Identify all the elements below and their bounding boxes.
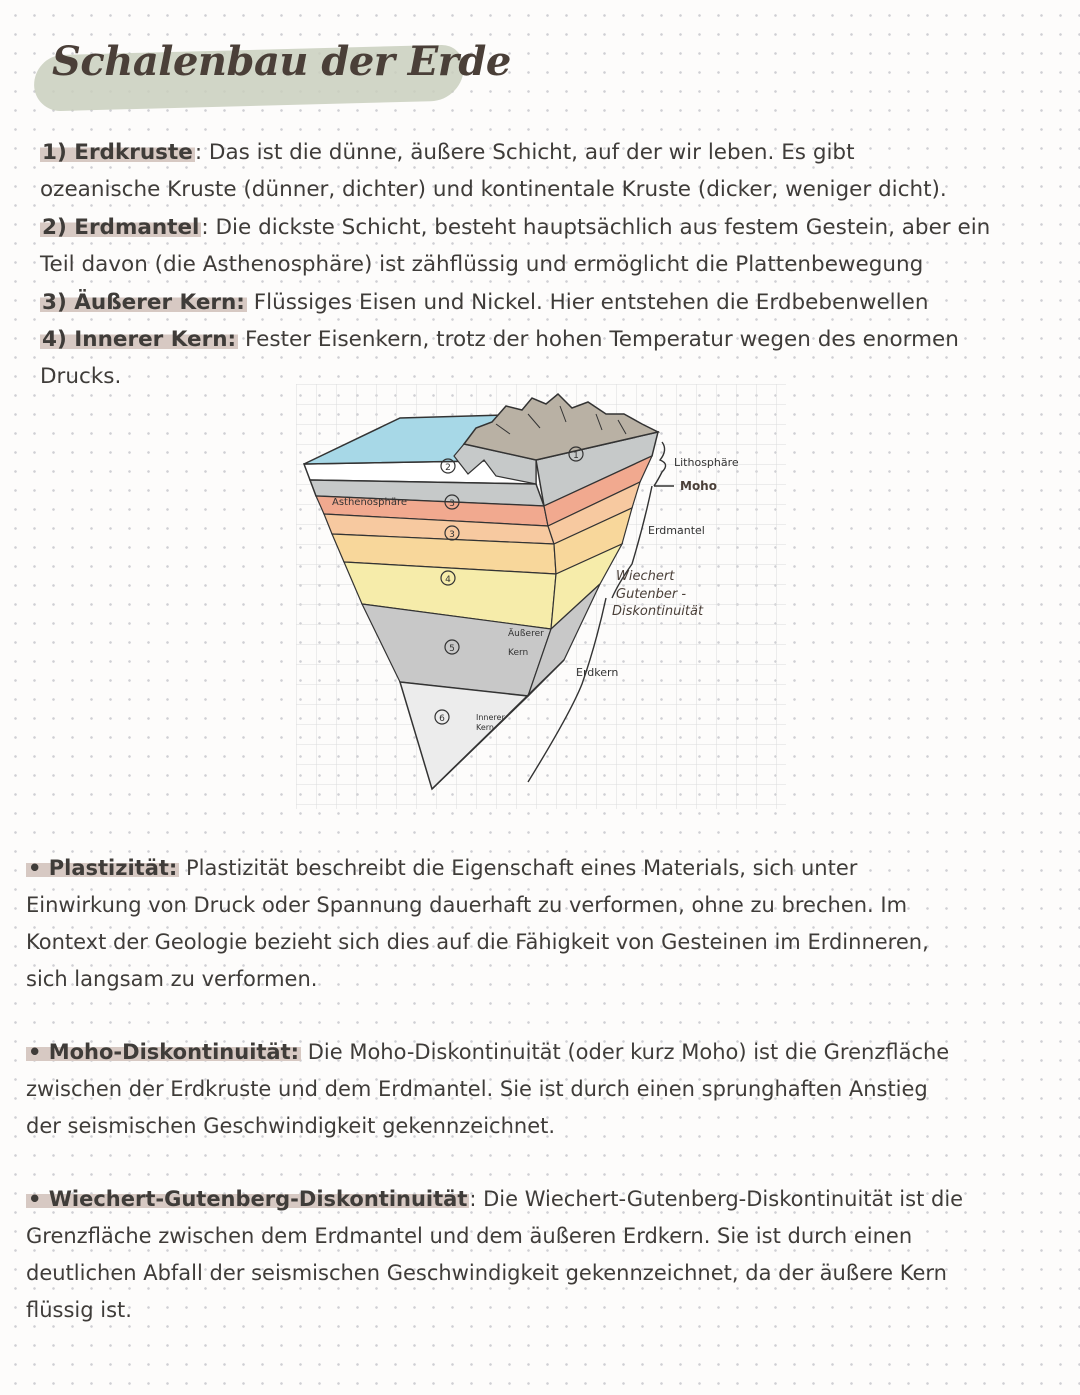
asthenosphere-label: Asthenosphäre [332, 497, 407, 508]
svg-text:3: 3 [449, 499, 455, 509]
inner-core-label-1: Innerer [476, 713, 505, 722]
svg-text:3: 3 [449, 530, 455, 540]
svg-text:5: 5 [449, 644, 455, 654]
wiechert-label-3: Diskontinuität [612, 604, 704, 619]
svg-text:2: 2 [445, 463, 451, 473]
earth-layers-diagram [296, 384, 786, 809]
intro-term: 4) Innerer Kern: [42, 327, 237, 353]
wiechert-label-2: Gutenber - [616, 587, 687, 602]
definitions-section [26, 850, 1056, 1365]
definition-moho: • Moho-Diskontinuität: Die Moho-Diskontinuität (oder kurz Moho) ist die Grenzfläche zwischen der Erdkruste und dem Erdmantel. Sie ist durch einen sprunghaften Anstieg der seismischen Geschwindigkeit gekennzeichnet. [26, 1040, 950, 1138]
diagram-svg [296, 384, 786, 809]
definition-term: • Plastizität: [28, 856, 178, 880]
intro-term: 1) Erdkruste [42, 140, 193, 165]
page-title: Schalenbau der Erde [52, 38, 511, 85]
svg-text:4: 4 [445, 575, 451, 585]
wiechert-label-1: Wiechert [616, 569, 675, 584]
definition-term: • Moho-Diskontinuität: [28, 1040, 300, 1064]
intro-term: 3) Äußerer Kern: [42, 289, 245, 315]
definition-term: • Wiechert-Gutenberg-Diskontinuität [28, 1187, 468, 1211]
inner-core-label-2: Kern [476, 723, 494, 732]
definition-plastizitaet: • Plastizität: Plastizität beschreibt die Eigenschaft eines Materials, sich unter Einwirkung von Druck oder Spannung dauerhaft zu verformen, ohne zu brechen. Im Kontext der Geologie bezieht sich dies auf die Fähigkeit von Gesteinen im Erdinneren, sich langsam zu verformen. [26, 856, 929, 991]
outer-core-label-1: Äußerer [508, 629, 544, 639]
intro-line: Drucks. [40, 364, 122, 390]
intro-line: ozeanische Kruste (dünner, dichter) und kontinentale Kruste (dicker, weniger dicht). [40, 177, 947, 203]
svg-text:1: 1 [573, 451, 579, 461]
intro-line: 4) Innerer Kern: Fester Eisenkern, trotz der hohen Temperatur wegen des enormen [42, 327, 959, 353]
intro-line: 2) Erdmantel: Die dickste Schicht, besteht hauptsächlich aus festem Gestein, aber ein [42, 214, 991, 240]
intro-line: Teil davon (die Asthenosphäre) ist zähflüssig und ermöglicht die Plattenbewegung [40, 252, 924, 278]
lithosphere-label: Lithosphäre [674, 456, 739, 469]
intro-section [40, 134, 1050, 396]
erdkern-label: Erdkern [576, 666, 619, 679]
moho-label: Moho [680, 479, 717, 493]
outer-core-label-2: Kern [508, 648, 529, 658]
svg-text:6: 6 [439, 714, 445, 724]
intro-line: 1) Erdkruste: Das ist die dünne, äußere Schicht, auf der wir leben. Es gibt [42, 140, 855, 165]
erdmantel-label: Erdmantel [648, 524, 705, 537]
intro-line: 3) Äußerer Kern: Flüssiges Eisen und Nickel. Hier entstehen die Erdbebenwellen [42, 289, 929, 315]
title-block [38, 38, 511, 85]
definition-wiechert-gutenberg: • Wiechert-Gutenberg-Diskontinuität: Die Wiechert-Gutenberg-Diskontinuität ist die Grenzfläche zwischen dem Erdmantel und dem äußeren Erdkern. Sie ist durch einen deutlichen Abfall der seismischen Geschwindigkeit gekennzeichnet, da der äußere Kern flüssig ist. [26, 1187, 964, 1322]
intro-term: 2) Erdmantel [42, 214, 200, 240]
